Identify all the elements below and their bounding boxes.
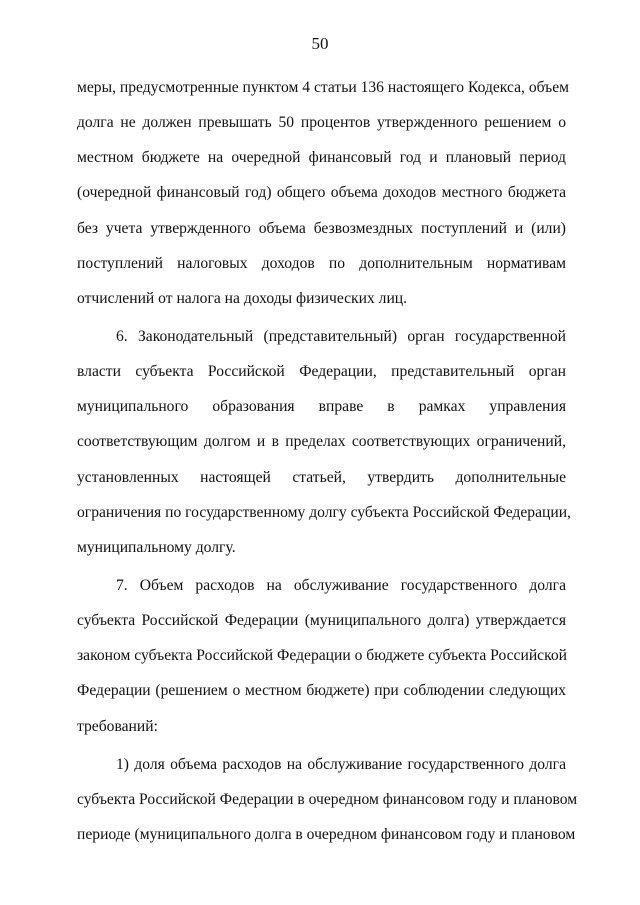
text-line: соответствующим долгом и в пределах соответствующих ограничений, <box>77 433 566 451</box>
text-line: периоде (муниципального долга в очередном финансовом году и плановом <box>77 825 576 843</box>
text-line: ограничения по государственному долгу субъекта Российской Федерации, <box>77 503 571 521</box>
text-line: поступлений налоговых доходов по дополнительным нормативам <box>77 254 566 272</box>
text-line: 7. Объем расходов на обслуживание государственного долга <box>116 576 566 594</box>
text-line: (очередной финансовый год) общего объема доходов местного бюджета <box>77 184 566 202</box>
text-line: установленных настоящей статьей, утвердить дополнительные <box>77 468 566 486</box>
text-line: Федерации (решением о местном бюджете) при соблюдении следующих <box>77 682 566 700</box>
text-line: муниципальному долгу. <box>77 538 236 556</box>
paragraph-6 <box>77 323 571 569</box>
text-line: отчислений от налога на доходы физических лиц. <box>77 289 408 307</box>
text-line: меры, предусмотренные пунктом 4 статьи 136 настоящего Кодекса, объем <box>77 79 570 96</box>
paragraph-5-continuation <box>77 74 570 320</box>
text-line: субъекта Российской Федерации в очередном финансовом году и плановом <box>77 790 578 808</box>
text-line: муниципального образования вправе в рамках управления <box>77 398 566 416</box>
text-line: долга не должен превышать 50 процентов утвержденного решением о <box>77 114 566 132</box>
text-line: власти субъекта Российской Федерации, представительный орган <box>77 363 566 381</box>
text-line: субъекта Российской Федерации (муниципального долга) утверждается <box>77 612 566 630</box>
text-line: 6. Законодательный (представительный) орган государственной <box>116 327 566 345</box>
paragraph-7-item-1 <box>77 751 578 856</box>
document-body <box>77 74 578 856</box>
text-line: 1) доля объема расходов на обслуживание государственного долга <box>116 755 566 773</box>
text-line: без учета утвержденного объема безвозмездных поступлений и (или) <box>77 219 566 237</box>
page-number: 50 <box>311 34 329 53</box>
text-line: местном бюджете на очередной финансовый год и плановый период <box>77 149 566 167</box>
paragraph-7 <box>77 572 566 748</box>
text-line: законом субъекта Российской Федерации о бюджете субъекта Российской <box>77 647 568 665</box>
text-line: требований: <box>77 717 158 735</box>
